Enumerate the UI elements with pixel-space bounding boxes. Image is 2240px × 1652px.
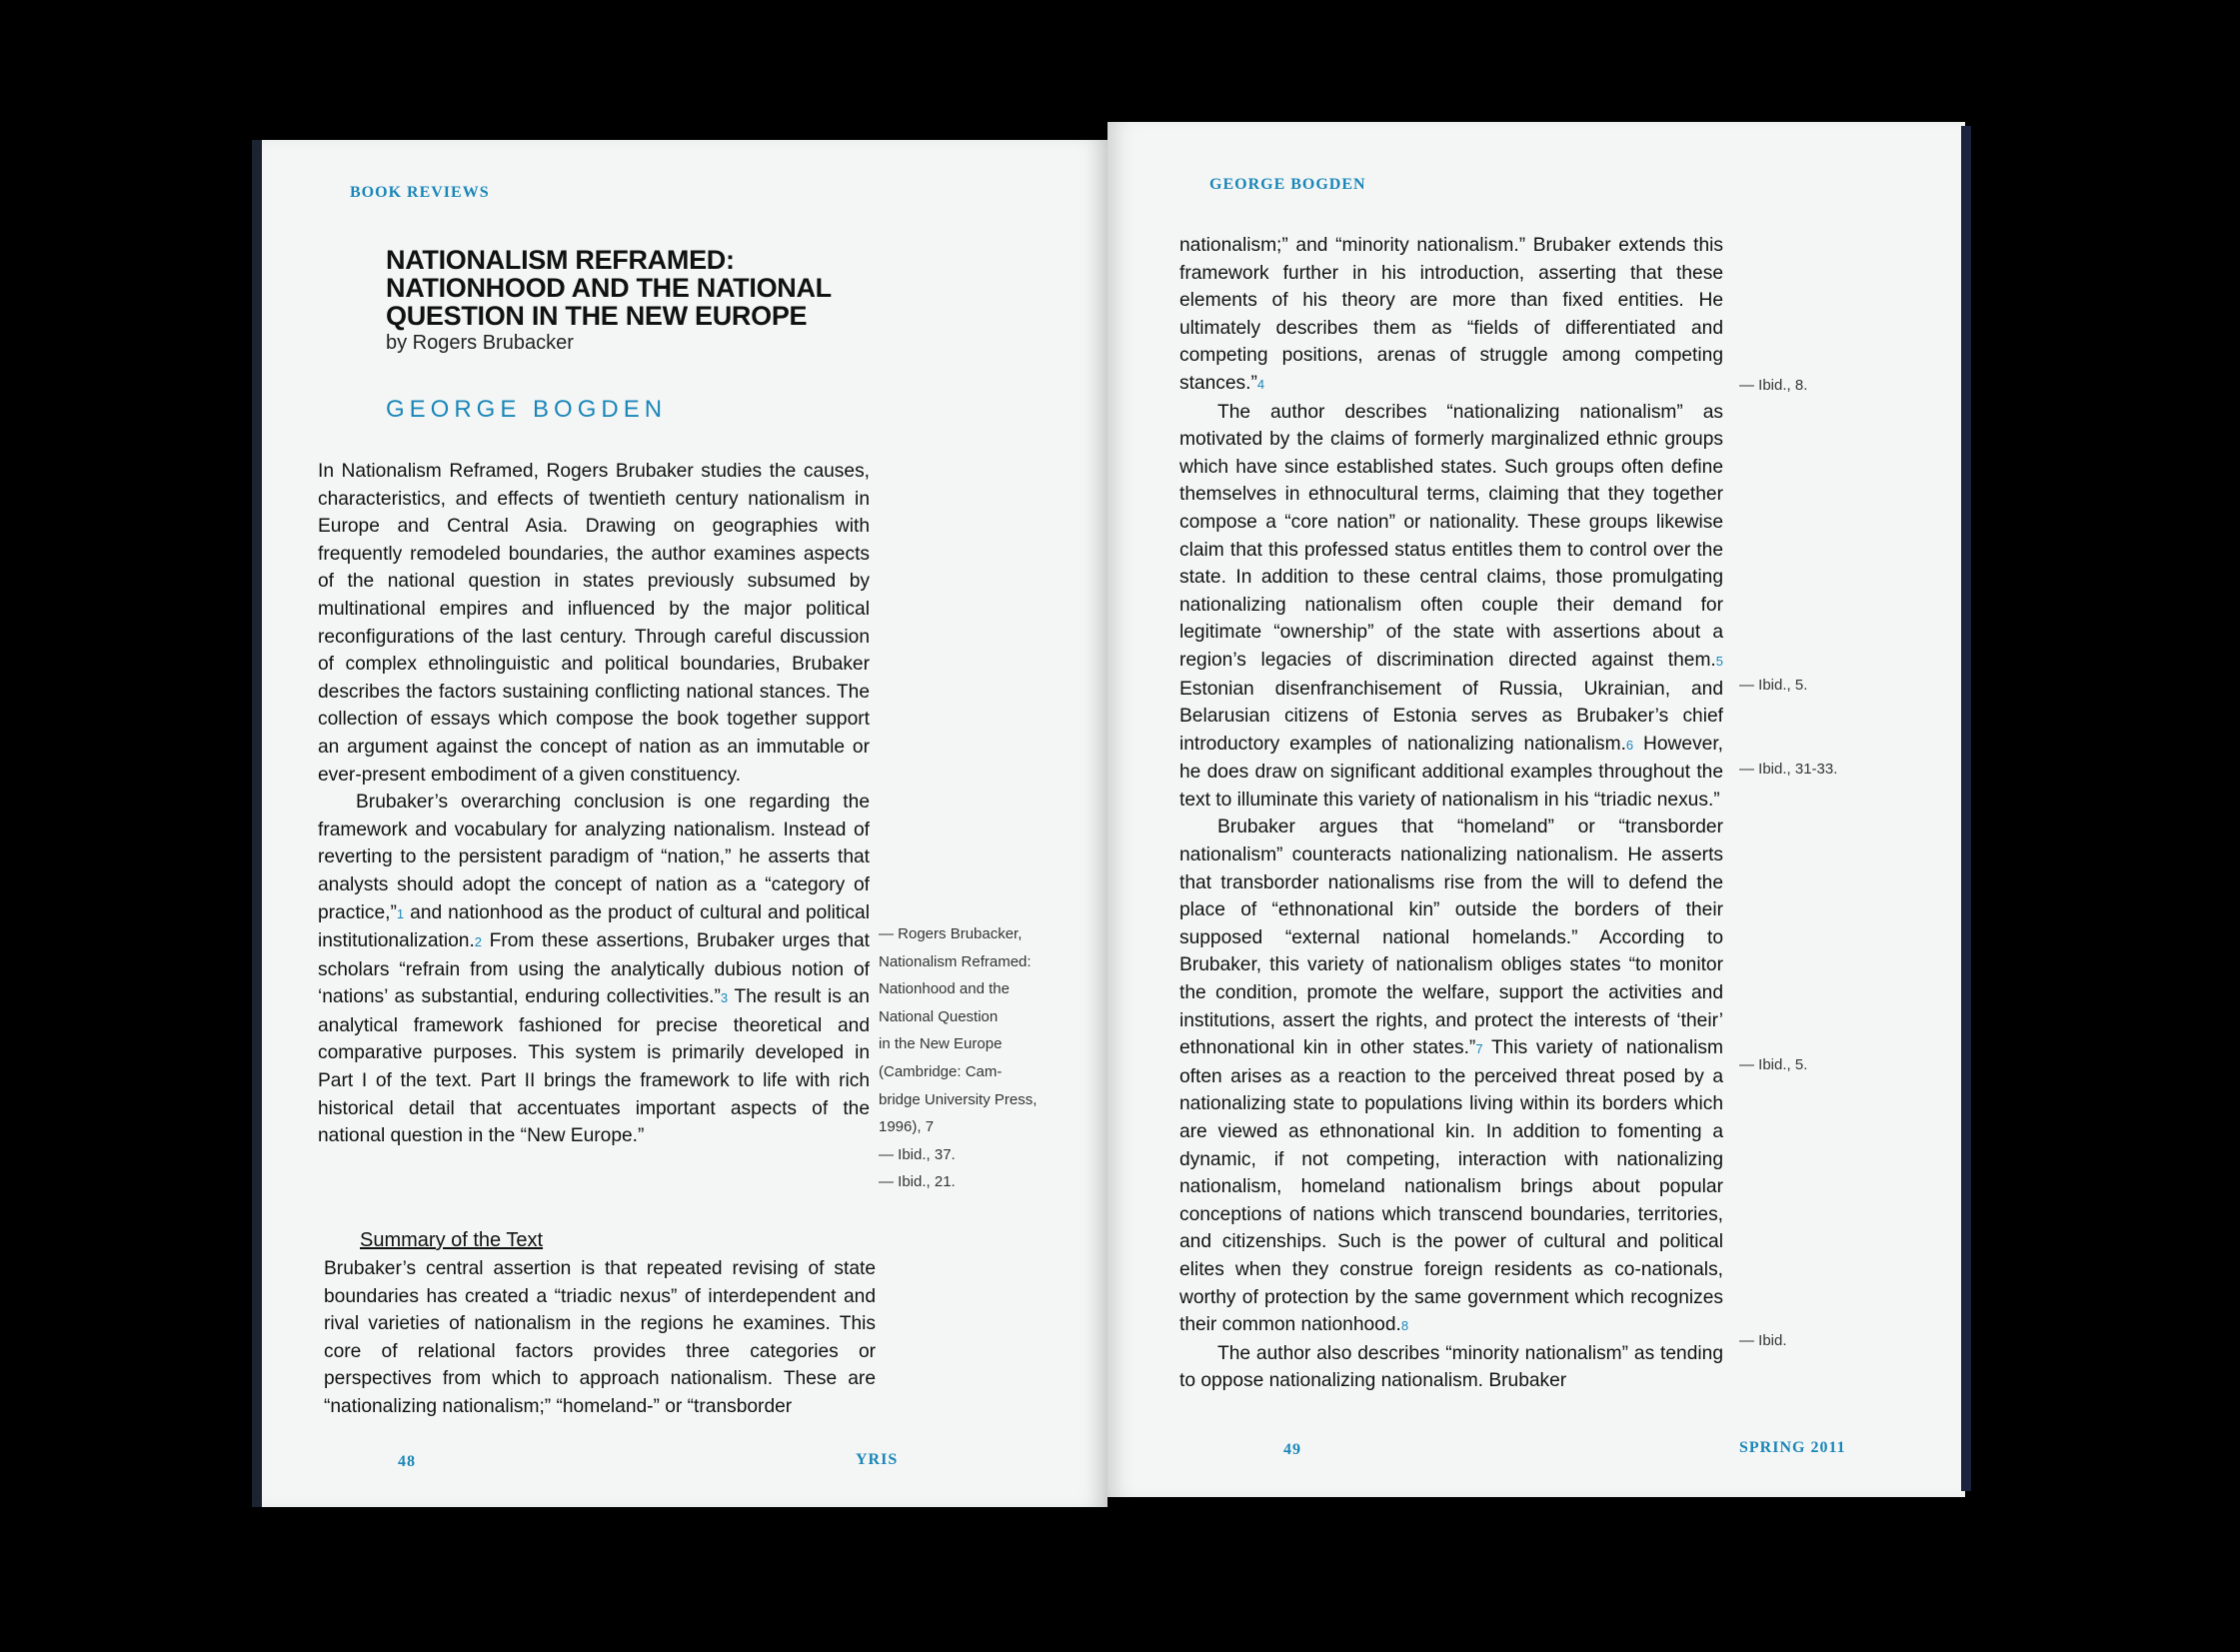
paragraph-2-part-d: The result is an analytical framework fashioned for precise theoretical and comparative purposes. This system is primarily developed in Part I of the text. Part II brings the framework to life with rich historical detail that accentuates important aspects of the national question in the “New Europe.” <box>318 986 870 1147</box>
summary-paragraph: Brubaker’s central assertion is that repeated revising of state boundaries has created a “triadic nexus” of interdependent and rival varieties of nationalism in the regions he examines. This core of relational factors provides three categories or perspectives from which to approach nationalism. These are “nationalizing nationalism;” “homeland-” or “transborder <box>324 1258 876 1417</box>
sidenote-line: — Ibid., 21. <box>879 1173 956 1191</box>
paragraph-part: Brubaker argues that “homeland” or “transborder nationalism” counteracts nationalizing nationalism. He asserts that transborder nationalisms rise from the will to defend the place of “ethnonational kin” outside the borders of their supposed “external national homelands.” According to Brubaker, this variety of nationalism obliges states “to monitor the condition, promote the welfare, support the activities and institutions, assert the rights, and protect the interests of ‘their’ ethnonational kin in other states.” <box>1179 817 1723 1059</box>
summary-text <box>324 1255 876 1421</box>
paragraph-part: However, he does draw on significant additional examples throughout the text to illuminate this variety of nationalism in his “triadic nexus.” <box>1179 733 1724 811</box>
sidenote-line: Nationhood and the <box>879 980 1010 998</box>
author-name: GEORGE BOGDEN <box>386 396 668 423</box>
right-paragraph-1 <box>1179 232 1723 399</box>
sidenote-line: in the New Europe <box>879 1035 1003 1053</box>
footnote-marker-1: 1 <box>396 905 405 921</box>
right-paragraph-4: The author also describes “minority nationalism” as tending to oppose nationalizing nationalism. Brubaker <box>1179 1342 1723 1392</box>
paragraph-2-part-c: From these assertions, Brubaker urges that scholars “refrain from using the analytically dubious notion of ‘nations’ as substantial, enduring collectivities.” <box>318 930 870 1008</box>
title-line-3: QUESTION IN THE NEW EUROPE <box>386 301 808 331</box>
paragraph-2-part-b: and nationhood as the product of cultural and political institutionalization. <box>318 901 870 952</box>
footnote-marker-6: 6 <box>1625 737 1634 753</box>
footer-journal-title: YRIS <box>856 1451 899 1468</box>
article-title <box>386 246 886 330</box>
paragraph-part: Estonian disenfranchisement of Russia, Ukrainian, and Belarusian citizens of Estonia serves as Brubaker’s chief introductory examples of nationalizing nationalism. <box>1179 678 1723 755</box>
section-heading: Summary of the Text <box>360 1229 544 1251</box>
left-page <box>262 140 1108 1507</box>
paragraph-part: This variety of nationalism often arises as a reaction to the perceived threat posed by a nationalizing state to populations living within its borders which are viewed as ethnonational kin. In addition to fomenting a dynamic, if not competing, interaction with nationalizing nationalism, homeland nationalism brings about popular conceptions of nations which transcend boundaries, territories, and citizenships. Such is the power of cultural and political elites when they construe foreign residents as co-nationals, worthy of protection by the same government which recognizes their common nationhood. <box>1179 1037 1723 1336</box>
paragraph-part: The author describes “nationalizing nationalism” as motivated by the claims of formerly marginalized ethnic groups which have since established states. Such groups often define themselves in ethnocultural terms, claiming that they together compose a “core nation” or nationality. These groups likewise claim that this professed status entitles them to control over the state. In addition to these central claims, those promulgating nationalizing nationalism often couple their demand for legitimate “ownership” of the state with assertions about a region’s legacies of discrimination directed against them. <box>1179 401 1723 671</box>
sidenote-line: Nationalism Reframed: <box>879 952 1032 970</box>
title-line-1: NATIONALISM REFRAMED: <box>386 245 735 275</box>
sidenote-line: National Question <box>879 1007 999 1025</box>
sidenote-line: (Cambridge: Cam- <box>879 1062 1003 1080</box>
footnote-marker-7: 7 <box>1475 1041 1483 1057</box>
sidenote-ibid-8: — Ibid., 8. <box>1739 377 1808 394</box>
sidenote-ibid-5b: — Ibid., 5. <box>1739 1056 1808 1073</box>
intro-paragraph-1: In Nationalism Reframed, Rogers Brubaker studies the causes, characteristics, and effects of twentieth century nationalism in Europe and Central Asia. Drawing on geographies with frequently remodeled boundaries, the author examines aspects of the national question in states previously subsumed by multinational empires and influenced by the major political reconfigurations of the last century. Through careful discussion of complex ethnolinguistic and political boundaries, Brubaker describes the factors sustaining conflicting national stances. The collection of essays which compose the book together support an argument against the concept of nation as an immutable or ever-present embodiment of a given constituency. <box>318 461 870 786</box>
right-page <box>1108 122 1965 1497</box>
running-head-left: BOOK REVIEWS <box>350 184 490 201</box>
intro-paragraph-2 <box>318 789 870 1150</box>
sidenote-line: — Rogers Brubacker, <box>879 925 1023 942</box>
sidenote-line: — Ibid., 37. <box>879 1145 956 1163</box>
sidenotes-left <box>879 920 1037 1196</box>
sidenote-ibid-5: — Ibid., 5. <box>1739 677 1808 694</box>
footnote-marker-3: 3 <box>720 990 729 1006</box>
intro-text <box>318 458 870 1150</box>
sidenote-ibid: — Ibid. <box>1739 1332 1787 1349</box>
footnote-marker-4: 4 <box>1256 376 1265 392</box>
right-body-text <box>1179 232 1723 1395</box>
byline: by Rogers Brubacker <box>386 332 574 354</box>
footnote-marker-5: 5 <box>1715 653 1723 669</box>
page-number-right: 49 <box>1283 1441 1301 1458</box>
footnote-marker-2: 2 <box>474 934 483 950</box>
sidenote-ibid-31-33: — Ibid., 31-33. <box>1739 761 1838 778</box>
book-cover-edge <box>1961 126 1971 1491</box>
sidenote-line: 1996), 7 <box>879 1118 935 1136</box>
title-line-2: NATIONHOOD AND THE NATIONAL <box>386 273 832 303</box>
sidenote-line: bridge University Press, <box>879 1090 1038 1108</box>
right-paragraph-3 <box>1179 814 1723 1339</box>
footer-issue: SPRING 2011 <box>1739 1439 1846 1456</box>
paragraph-2-part-a: Brubaker’s overarching conclusion is one regarding the framework and vocabulary for analyzing nationalism. Instead of reverting to the persistent paradigm of “nation,” he asserts that analysts should adopt the concept of nation as a “category of practice,” <box>318 792 870 923</box>
page-number-left: 48 <box>398 1453 416 1470</box>
right-paragraph-2 <box>1179 399 1723 815</box>
footnote-marker-8: 8 <box>1400 1318 1409 1334</box>
paragraph-part: nationalism;” and “minority nationalism.” Brubaker extends this framework further in his introduction, asserting that these elements of his theory are more than fixed entities. He ultimately describes them as “fields of differentiated and competing positions, arenas of struggle among competing stances.” <box>1179 235 1723 394</box>
running-head-right: GEORGE BOGDEN <box>1209 176 1366 193</box>
